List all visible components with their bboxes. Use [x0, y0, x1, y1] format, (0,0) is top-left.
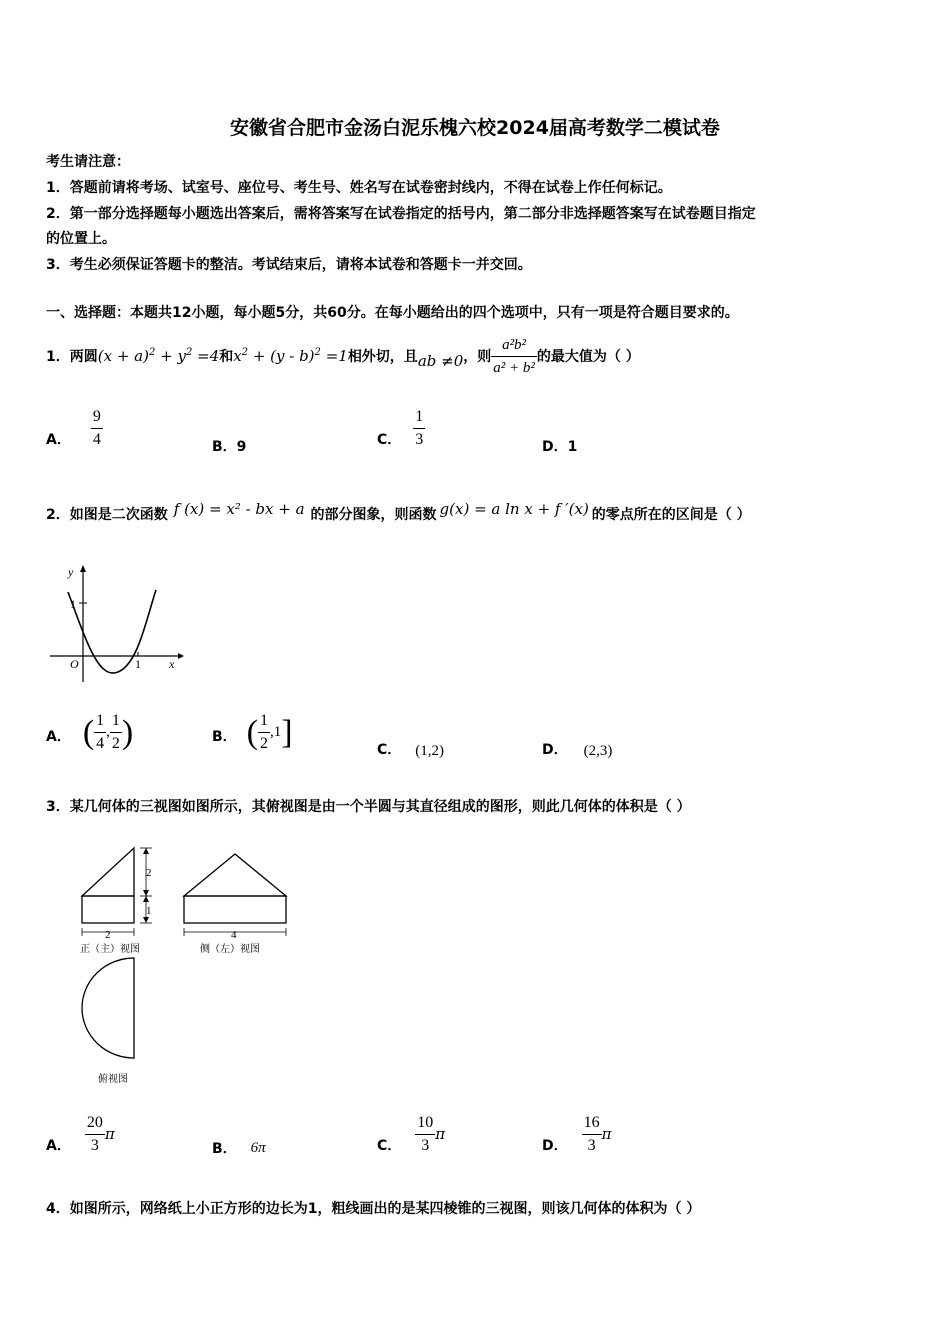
x-one-label: 1 [135, 657, 141, 671]
q3-three-view-figure [76, 840, 296, 1090]
q1-option-d[interactable]: D．1 [542, 439, 578, 455]
q2-option-a[interactable]: A． ( $\frac{1}{4}$ , $\frac{1}{2}$ ) [46, 712, 134, 752]
q2-text-3: 的零点所在的区间是（ ） [591, 507, 751, 523]
q1-math-2: $x^2 + (y - b)^2 =1$ [233, 347, 348, 365]
q2-option-c[interactable]: C． (1,2) [377, 741, 445, 759]
q2-option-d[interactable]: D． (2,3) [542, 741, 613, 759]
q1-option-c[interactable]: C． $\frac{1}{3}$ [377, 408, 424, 448]
x-label: x [169, 657, 175, 671]
question-1-stem [46, 326, 640, 386]
parabola-curve [68, 590, 156, 673]
dim-front-width: 2 [105, 929, 111, 941]
q1-text-3: 相外切，且 [347, 349, 418, 365]
q2-option-b[interactable]: B． ( $\frac{1}{2}$ ,1 ] [212, 712, 293, 752]
y-axis-arrow [80, 565, 86, 572]
notice-heading: 考生请注意： [46, 154, 130, 170]
question-2-stem [46, 494, 751, 534]
q3-option-b[interactable]: B． 6π [212, 1139, 266, 1157]
exam-title: 安徽省合肥市金汤白泥乐槐六校2024届高考数学二模试卷 [230, 117, 720, 139]
question-3-stem: 3．某几何体的三视图如图所示，其俯视图是由一个半圆与其直径组成的图形，则此几何体的体积是（ ） [46, 799, 691, 815]
q1-option-a[interactable]: A． $\frac{9}{4}$ [46, 408, 101, 448]
q3-option-a[interactable]: A． $\frac{20}{3}$ π [46, 1114, 115, 1154]
q3-option-d[interactable]: D． $\frac{16}{3}$ π [542, 1114, 612, 1154]
q1-fraction: $\frac{\text{a²b²}}{\text{a² + b²}}$ [491, 334, 537, 379]
side-view-label: 侧（左）视图 [200, 944, 260, 955]
q2-math-2: g(x) = a ln x + f ′(x) [439, 500, 589, 518]
notice-item-2-line-1: 2．第一部分选择题每小题选出答案后，需将答案写在试卷指定的括号内，第二部分非选择题答案写在试卷题目指定 [46, 206, 756, 222]
notice-item-1: 1．答题前请将考场、试室号、座位号、考生号、姓名写在试卷密封线内，不得在试卷上作任何标记。 [46, 180, 672, 196]
q1-math-3: ab ≠0 [417, 352, 464, 370]
q1-option-b[interactable]: B．9 [212, 439, 247, 455]
q2-parabola-graph [46, 560, 186, 690]
q1-text-4: ，则 [463, 349, 492, 365]
dim-side-width: 4 [231, 929, 237, 941]
x-axis-arrow [178, 653, 184, 659]
question-4-stem: 4．如图所示，网络纸上小正方形的边长为1，粗线画出的是某四棱锥的三视图，则该几何体的体积为（ ） [46, 1201, 701, 1217]
q2-text-1: 2．如图是二次函数 [46, 507, 168, 523]
q2-math-1: f (x) = x² - bx + a [173, 500, 305, 518]
origin-label: O [70, 657, 79, 671]
q1-text-5: 的最大值为（ ） [536, 349, 640, 365]
dim-height-1: 1 [146, 905, 152, 917]
front-view [82, 848, 152, 941]
notice-item-3: 3．考生必须保证答题卡的整洁。考试结束后，请将本试卷和答题卡一并交回。 [46, 257, 532, 273]
section-heading: 一、选择题：本题共12小题，每小题5分，共60分。在每小题给出的四个选项中，只有一项是符合题目要求的。 [46, 305, 739, 321]
q2-text-2: 的部分图象，则函数 [310, 507, 437, 523]
notice-item-2-line-2: 的位置上。 [46, 231, 116, 247]
q1-text-2: 和 [219, 349, 234, 365]
q1-text-1: 1．两圆 [46, 349, 98, 365]
side-view [184, 854, 286, 941]
top-view-label: 俯视图 [98, 1074, 128, 1085]
q3-option-c[interactable]: C． $\frac{10}{3}$ π [377, 1114, 446, 1154]
front-view-label: 正（主）视图 [80, 944, 140, 955]
top-view [82, 958, 134, 1058]
q1-math-1: $(x + a)^2 + y^2 =4$ [97, 347, 220, 365]
dim-height-2: 2 [146, 867, 152, 879]
y-one-label: 1 [70, 597, 76, 611]
y-label: y [68, 565, 74, 579]
